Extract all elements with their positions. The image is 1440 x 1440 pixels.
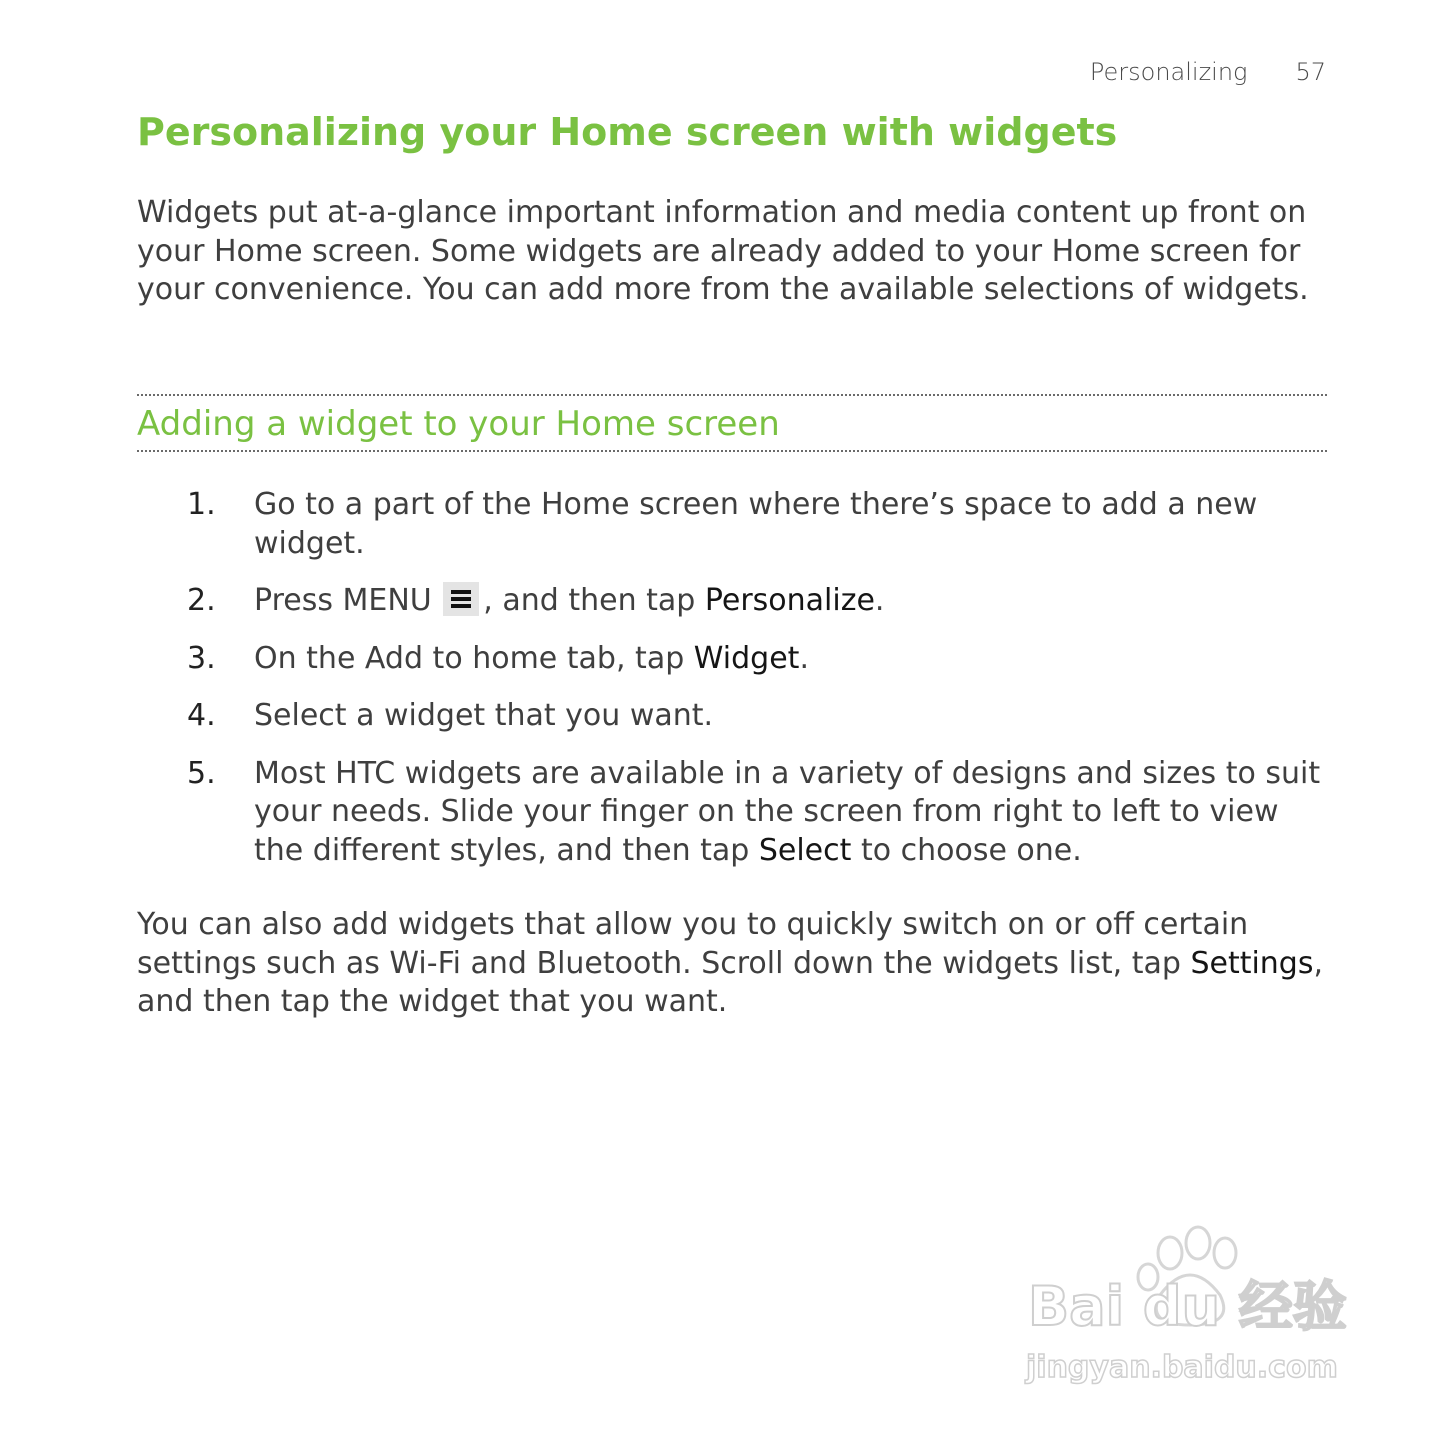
baidu-watermark [1020,1225,1360,1395]
step-text: Select a widget that you want. [254,698,714,733]
step-text: . [799,640,809,676]
watermark-url: jingyan.baidu.com [1026,1350,1338,1385]
step-text: , and then tap [483,583,705,618]
list-item [137,755,1337,871]
page-title: Personalizing your Home screen with widgets [137,110,1118,154]
intro-paragraph: Widgets put at-a-glance important information and media content up front on your Home screen. Some widgets are already added to your Home screen for your convenience. You can add more from the available selections of widgets. [137,195,1309,307]
step-text: Press MENU [254,583,432,618]
section-heading: Adding a widget to your Home screen [137,404,780,444]
list-item [137,582,1337,621]
ui-term: Personalize [704,583,875,618]
steps-list [137,486,1337,889]
outro-paragraph [137,906,1337,1022]
step-number: 3. [187,640,216,676]
header-section: Personalizing [1089,58,1248,86]
list-item [137,697,1337,736]
step-text: . [874,583,885,618]
page-number: 57 [1295,58,1326,86]
step-text: On the Add to home tab, tap [254,640,694,676]
baidu-paw-icon [1020,1225,1360,1395]
step-text: Go to a part of the Home screen where there’s space to add a new widget. [254,487,1258,561]
menu-icon [443,582,479,616]
step-number: 5. [187,755,216,791]
step-text: Most HTC widgets are available in a variety of designs and sizes to suit your needs. Slide your finger on the screen from right to left to view the different styles, and then tap [254,755,1321,868]
outro-text: You can also add widgets that allow you to quickly switch on or off certain settings such as Wi-Fi and Bluetooth. Scroll down the widgets list, tap [137,907,1249,981]
ui-term: Select [758,832,852,868]
running-header [1090,58,1326,86]
step-number: 2. [187,583,216,618]
outro-text: , and then tap the widget that you want. [137,945,1324,1019]
watermark-logo-text: Bai du 经验 [1028,1275,1347,1338]
section-heading-box [137,394,1327,452]
list-item [137,640,1337,679]
list-item [137,486,1337,563]
step-number: 4. [187,698,216,733]
ui-term: Widget [693,640,800,676]
step-number: 1. [187,487,216,522]
step-text: to choose one. [851,832,1082,868]
ui-term: Settings [1190,945,1314,981]
